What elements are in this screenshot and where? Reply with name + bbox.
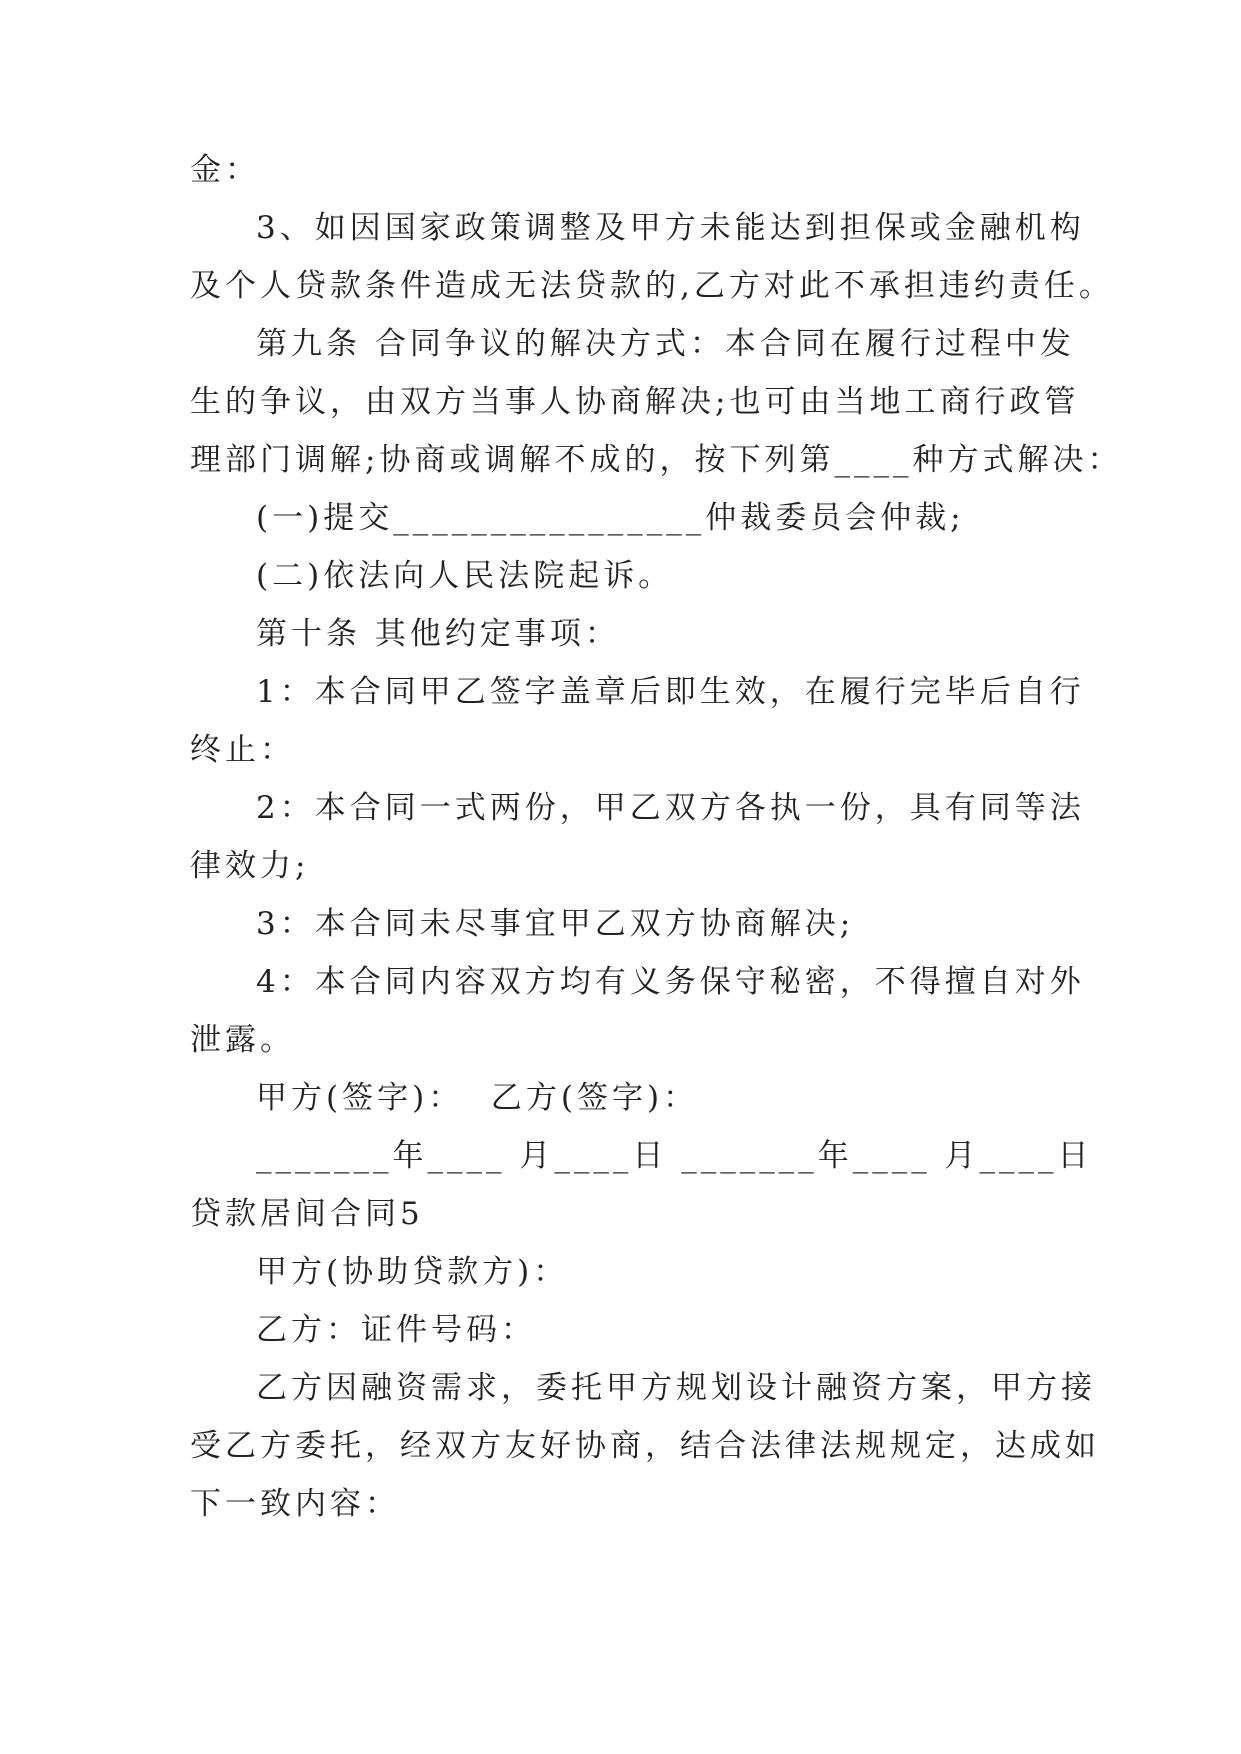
- article-heading: 第九条 合同争议的解决方式：本合同在履行过程中发: [256, 326, 1075, 362]
- signature-line: 甲方(签字)： 乙方(签字)：: [256, 1080, 699, 1116]
- text-line: 受乙方委托，经双方友好协商，结合法律法规规定，达成如: [190, 1428, 1100, 1464]
- text-line: (一)提交________________仲裁委员会仲裁;: [256, 500, 965, 536]
- text-line: 金：: [190, 152, 260, 188]
- text-line: 律效力;: [190, 848, 310, 884]
- text-line: 3：本合同未尽事宜甲乙双方协商解决;: [256, 906, 855, 942]
- text-line: 2：本合同一式两份，甲乙双方各执一份，具有同等法: [256, 790, 1085, 826]
- text-line: 生的争议，由双方当事人协商解决;也可由当地工商行政管: [190, 384, 1080, 420]
- text-line: 及个人贷款条件造成无法贷款的,乙方对此不承担违约责任。: [190, 268, 1114, 304]
- party-b-line: 乙方：证件号码：: [256, 1312, 536, 1348]
- text-line: 1：本合同甲乙签字盖章后即生效，在履行完毕后自行: [256, 674, 1085, 710]
- text-line: 下一致内容：: [190, 1486, 400, 1522]
- date-line: _______年____ 月____日 _______年____ 月____日: [256, 1138, 1093, 1174]
- text-line: 4：本合同内容双方均有义务保守秘密，不得擅自对外: [256, 964, 1085, 1000]
- text-line: (二)依法向人民法院起诉。: [256, 558, 674, 594]
- text-line: 理部门调解;协商或调解不成的，按下列第____种方式解决：: [190, 442, 1123, 478]
- text-line: 乙方因融资需求，委托甲方规划设计融资方案，甲方接: [256, 1370, 1096, 1406]
- party-a-line: 甲方(协助贷款方)：: [256, 1254, 569, 1290]
- text-line: 终止：: [190, 732, 295, 768]
- text-line: 泄露。: [190, 1022, 295, 1058]
- article-heading: 第十条 其他约定事项：: [256, 616, 620, 652]
- text-line: 3、如因国家政策调整及甲方未能达到担保或金融机构: [256, 210, 1085, 246]
- section-title: 贷款居间合同5: [190, 1196, 424, 1232]
